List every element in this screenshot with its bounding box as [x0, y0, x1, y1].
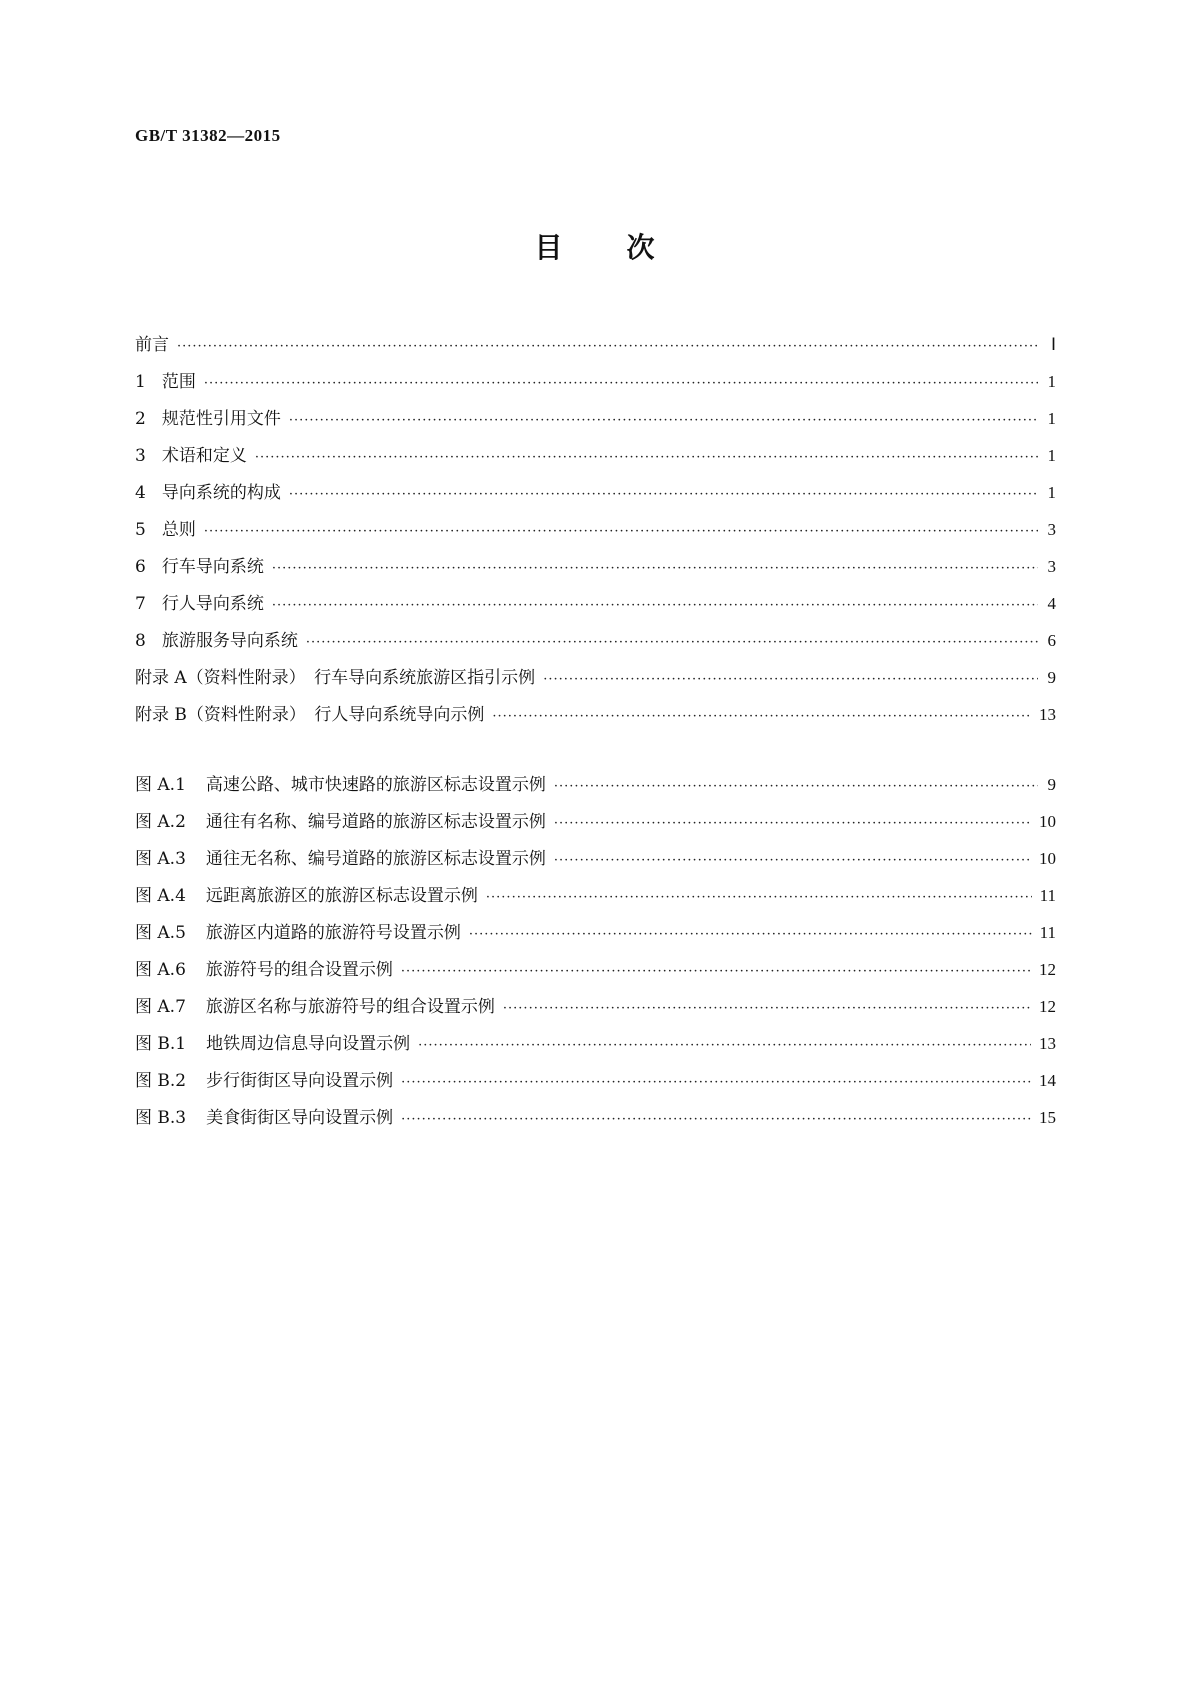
title-char-1: 目: [534, 231, 565, 264]
toc-entry-label: 3 术语和定义: [135, 438, 247, 475]
standard-number: GB/T 31382—2015: [135, 126, 281, 145]
toc-entry-number: 2: [135, 409, 146, 429]
figure-number: 图 A.4: [135, 886, 186, 906]
toc-entry-number: 5: [135, 520, 146, 540]
toc-entry-number: 3: [135, 446, 146, 466]
dot-leader: [492, 698, 1031, 735]
toc-entry-label: 6 行车导向系统: [135, 549, 264, 586]
figure-entry[interactable]: [135, 914, 1056, 951]
figure-entry-label: 图 A.4 远距离旅游区的旅游区标志设置示例: [135, 878, 478, 915]
toc-entry-appendix[interactable]: [135, 659, 1056, 696]
dot-leader: [177, 328, 1038, 365]
figure-entry[interactable]: [135, 840, 1056, 877]
figure-entry[interactable]: [135, 803, 1056, 840]
toc-entry-page: 1: [1047, 409, 1056, 428]
toc-entry[interactable]: [135, 400, 1056, 437]
figure-entry[interactable]: [135, 951, 1056, 988]
figure-entry-label: 图 A.3 通往无名称、编号道路的旅游区标志设置示例: [135, 841, 546, 878]
figure-entry-label: 图 B.3 美食街街区导向设置示例: [135, 1100, 393, 1137]
figure-entry-label: 图 A.1 高速公路、城市快速路的旅游区标志设置示例: [135, 767, 546, 804]
toc-entry[interactable]: [135, 548, 1056, 585]
figure-entry-page: 14: [1039, 1071, 1056, 1090]
dot-leader: [204, 513, 1038, 550]
toc-entry[interactable]: [135, 437, 1056, 474]
figure-entry-page: 12: [1039, 997, 1056, 1016]
figure-entry-page: 13: [1039, 1034, 1056, 1053]
toc-entry-label: 7 行人导向系统: [135, 586, 264, 623]
dot-leader: [554, 805, 1031, 842]
toc-entry-page: 6: [1047, 631, 1056, 650]
figure-number: 图 A.5: [135, 923, 186, 943]
figure-number: 图 B.3: [135, 1108, 187, 1128]
dot-leader: [503, 990, 1031, 1027]
dot-leader: [401, 1101, 1031, 1138]
figure-entry[interactable]: [135, 766, 1056, 803]
toc-entry-page: 1: [1047, 483, 1056, 502]
figure-number: 图 B.1: [135, 1034, 187, 1054]
figure-entry-label: 图 A.2 通往有名称、编号道路的旅游区标志设置示例: [135, 804, 546, 841]
dot-leader: [272, 550, 1038, 587]
table-of-contents: [135, 326, 1056, 733]
toc-entry[interactable]: [135, 474, 1056, 511]
figure-entry-label: 图 B.1 地铁周边信息导向设置示例: [135, 1026, 410, 1063]
toc-entry-label: 1 范围: [135, 364, 196, 401]
toc-entry-page: 3: [1047, 557, 1056, 576]
toc-entry[interactable]: [135, 585, 1056, 622]
toc-entry[interactable]: [135, 511, 1056, 548]
figure-entry-label: 图 A.5 旅游区内道路的旅游符号设置示例: [135, 915, 461, 952]
toc-entry-number: 6: [135, 557, 146, 577]
figure-entry-page: 11: [1039, 886, 1056, 905]
toc-entry-number: 7: [135, 594, 146, 614]
toc-entry-number: 4: [135, 483, 146, 503]
dot-leader: [486, 879, 1032, 916]
figure-number: 图 A.6: [135, 960, 186, 980]
dot-leader: [543, 661, 1038, 698]
figure-entry[interactable]: [135, 988, 1056, 1025]
dot-leader: [401, 1064, 1031, 1101]
list-of-figures: [135, 766, 1056, 1136]
figure-number: 图 A.3: [135, 849, 186, 869]
figure-entry-page: 11: [1039, 923, 1056, 942]
toc-entry-label: 2 规范性引用文件: [135, 401, 281, 438]
dot-leader: [554, 768, 1038, 805]
toc-entry[interactable]: [135, 622, 1056, 659]
figure-number: 图 A.2: [135, 812, 186, 832]
figure-entry-label: 图 A.6 旅游符号的组合设置示例: [135, 952, 393, 989]
toc-entry[interactable]: [135, 326, 1056, 363]
figure-entry[interactable]: [135, 1099, 1056, 1136]
figure-entry-page: 9: [1047, 775, 1056, 794]
toc-entry-number: 1: [135, 372, 146, 392]
figure-entry-page: 10: [1039, 812, 1056, 831]
toc-entry-page: Ⅰ: [1050, 335, 1056, 354]
page-title: [0, 226, 1191, 266]
dot-leader: [418, 1027, 1031, 1064]
toc-entry-number: 8: [135, 631, 146, 651]
figure-entry-page: 10: [1039, 849, 1056, 868]
figure-number: 图 B.2: [135, 1071, 187, 1091]
dot-leader: [469, 916, 1032, 953]
figure-number: 图 A.7: [135, 997, 186, 1017]
toc-entry-label: 附录 A（资料性附录） 行车导向系统旅游区指引示例: [135, 668, 536, 688]
dot-leader: [306, 624, 1038, 661]
toc-entry-page: 9: [1047, 668, 1056, 687]
dot-leader: [289, 402, 1038, 439]
figure-number: 图 A.1: [135, 775, 186, 795]
toc-entry-label: 5 总则: [135, 512, 196, 549]
toc-entry-page: 13: [1039, 705, 1056, 724]
toc-entry-appendix[interactable]: [135, 696, 1056, 733]
toc-entry-label: 4 导向系统的构成: [135, 475, 281, 512]
toc-entry-label: 前言: [135, 335, 169, 355]
toc-entry-page: 1: [1047, 372, 1056, 391]
figure-entry-page: 15: [1039, 1108, 1056, 1127]
dot-leader: [554, 842, 1031, 879]
figure-entry[interactable]: [135, 877, 1056, 914]
dot-leader: [401, 953, 1031, 990]
figure-entry[interactable]: [135, 1025, 1056, 1062]
figure-entry-label: 图 A.7 旅游区名称与旅游符号的组合设置示例: [135, 989, 495, 1026]
toc-entry-page: 1: [1047, 446, 1056, 465]
figure-entry-page: 12: [1039, 960, 1056, 979]
toc-entry-label: 附录 B（资料性附录） 行人导向系统导向示例: [135, 705, 485, 725]
dot-leader: [204, 365, 1038, 402]
figure-entry[interactable]: [135, 1062, 1056, 1099]
dot-leader: [255, 439, 1038, 476]
figure-entry-label: 图 B.2 步行街街区导向设置示例: [135, 1063, 393, 1100]
toc-entry-page: 4: [1047, 594, 1056, 613]
title-char-2: 次: [626, 231, 657, 264]
toc-entry-label: 8 旅游服务导向系统: [135, 623, 298, 660]
toc-entry[interactable]: [135, 363, 1056, 400]
toc-entry-page: 3: [1047, 520, 1056, 539]
dot-leader: [289, 476, 1038, 513]
dot-leader: [272, 587, 1038, 624]
